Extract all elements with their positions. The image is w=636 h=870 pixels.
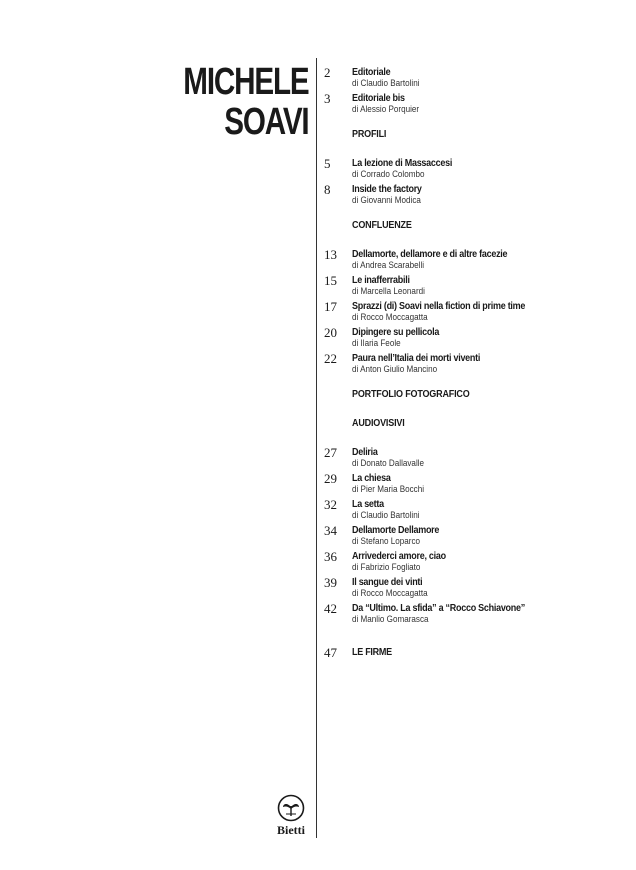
toc-entry xyxy=(324,157,624,183)
toc-entry-title: Dipingere su pellicola xyxy=(352,327,440,338)
section-heading xyxy=(324,219,624,232)
toc-entry xyxy=(324,300,624,326)
toc-page-number: 20 xyxy=(324,325,337,340)
toc-entry-title: Sprazzi (di) Soavi nella fiction di prime time xyxy=(352,301,526,312)
toc-page-number: 39 xyxy=(324,575,337,590)
toc-entry-title: Paura nell’Italia dei morti viventi xyxy=(352,353,481,364)
toc-entry-author: di Giovanni Modica xyxy=(352,195,421,205)
toc-page-number: 22 xyxy=(324,351,337,366)
toc-page-number: 29 xyxy=(324,471,337,486)
toc-page-number: 32 xyxy=(324,497,337,512)
toc-page-number: 47 xyxy=(324,645,337,660)
toc-entry-title: Da “Ultimo. La sfida” a “Rocco Schiavone” xyxy=(352,603,525,614)
toc-entry-author: di Claudio Bartolini xyxy=(352,510,420,520)
toc-entry-author: di Alessio Porquier xyxy=(352,104,420,114)
toc-entry xyxy=(324,524,624,550)
toc-entry-author: di Pier Maria Bocchi xyxy=(352,484,425,494)
toc-entry-title: Le inafferrabili xyxy=(352,275,410,286)
toc-page-number: 36 xyxy=(324,549,337,564)
toc-page-number: 13 xyxy=(324,247,337,262)
toc-page-number: 17 xyxy=(324,299,337,314)
toc-entry-author: di Marcella Leonardi xyxy=(352,286,425,296)
toc-page-number: 3 xyxy=(324,91,331,106)
toc-entry-title: Deliria xyxy=(352,447,378,458)
toc-entry xyxy=(324,550,624,576)
publisher-name: Bietti xyxy=(277,823,305,837)
toc-entry-author: di Fabrizio Fogliato xyxy=(352,562,421,572)
toc-page-number: 15 xyxy=(324,273,337,288)
toc-entry-title: La chiesa xyxy=(352,473,391,484)
toc-entry-author: di Manlio Gomarasca xyxy=(352,614,429,624)
toc-entry xyxy=(324,92,624,118)
toc-entry-title: Dellamorte Dellamore xyxy=(352,525,440,536)
toc-entry-author: di Anton Giulio Mancino xyxy=(352,364,438,374)
toc-entry-author: di Donato Dallavalle xyxy=(352,458,425,468)
toc-entry-author: di Corrado Colombo xyxy=(352,169,425,179)
toc-page-number: 8 xyxy=(324,182,331,197)
toc-entry-author: di Claudio Bartolini xyxy=(352,78,420,88)
toc-entry-title: La lezione di Massaccesi xyxy=(352,158,453,169)
toc-entry xyxy=(324,576,624,602)
toc-entry-author: di Andrea Scarabelli xyxy=(352,260,425,270)
toc-entry xyxy=(324,646,624,672)
toc-entry-title: Il sangue dei vinti xyxy=(352,577,423,588)
toc-entry-title: La setta xyxy=(352,499,384,510)
toc-entry-title: LE FIRME xyxy=(352,647,392,658)
toc-entry-title: Editoriale bis xyxy=(352,93,405,104)
section-heading xyxy=(324,388,624,401)
toc-entry-title: Editoriale xyxy=(352,67,391,78)
book-title xyxy=(183,62,308,142)
toc-entry xyxy=(324,326,624,352)
toc-entry xyxy=(324,183,624,209)
table-of-contents xyxy=(324,66,624,672)
toc-entry xyxy=(324,472,624,498)
toc-entry xyxy=(324,498,624,524)
toc-entry-title: Inside the factory xyxy=(352,184,422,195)
toc-entry-title: Arrivederci amore, ciao xyxy=(352,551,446,562)
toc-entry-author: di Ilaria Feole xyxy=(352,338,401,348)
toc-entry-title: Dellamorte, dellamore e di altre facezie xyxy=(352,249,508,260)
toc-entry-author: di Rocco Moccagatta xyxy=(352,588,428,598)
section-heading-label: AUDIOVISIVI xyxy=(352,418,405,429)
publisher-logo xyxy=(271,794,311,837)
toc-page-number: 27 xyxy=(324,445,337,460)
toc-page-number: 34 xyxy=(324,523,337,538)
vertical-divider xyxy=(316,58,317,838)
section-heading-label: CONFLUENZE xyxy=(352,220,412,231)
book-title-line-1: MICHELE xyxy=(182,61,308,103)
toc-entry-author: di Rocco Moccagatta xyxy=(352,312,428,322)
toc-entry xyxy=(324,352,624,378)
toc-page-number: 2 xyxy=(324,65,331,80)
bietti-tree-emblem-icon xyxy=(277,794,305,822)
toc-entry-author: di Stefano Loparco xyxy=(352,536,421,546)
toc-entry xyxy=(324,274,624,300)
toc-entry xyxy=(324,66,624,92)
section-heading xyxy=(324,417,624,430)
book-title-line-2: SOAVI xyxy=(223,101,308,143)
toc-entry xyxy=(324,248,624,274)
toc-page-number: 5 xyxy=(324,156,331,171)
section-heading xyxy=(324,128,624,141)
section-heading-label: PROFILI xyxy=(352,129,387,140)
toc-entry xyxy=(324,446,624,472)
toc-entry xyxy=(324,602,624,628)
section-heading-label: PORTFOLIO FOTOGRAFICO xyxy=(352,389,470,400)
toc-page-number: 42 xyxy=(324,601,337,616)
